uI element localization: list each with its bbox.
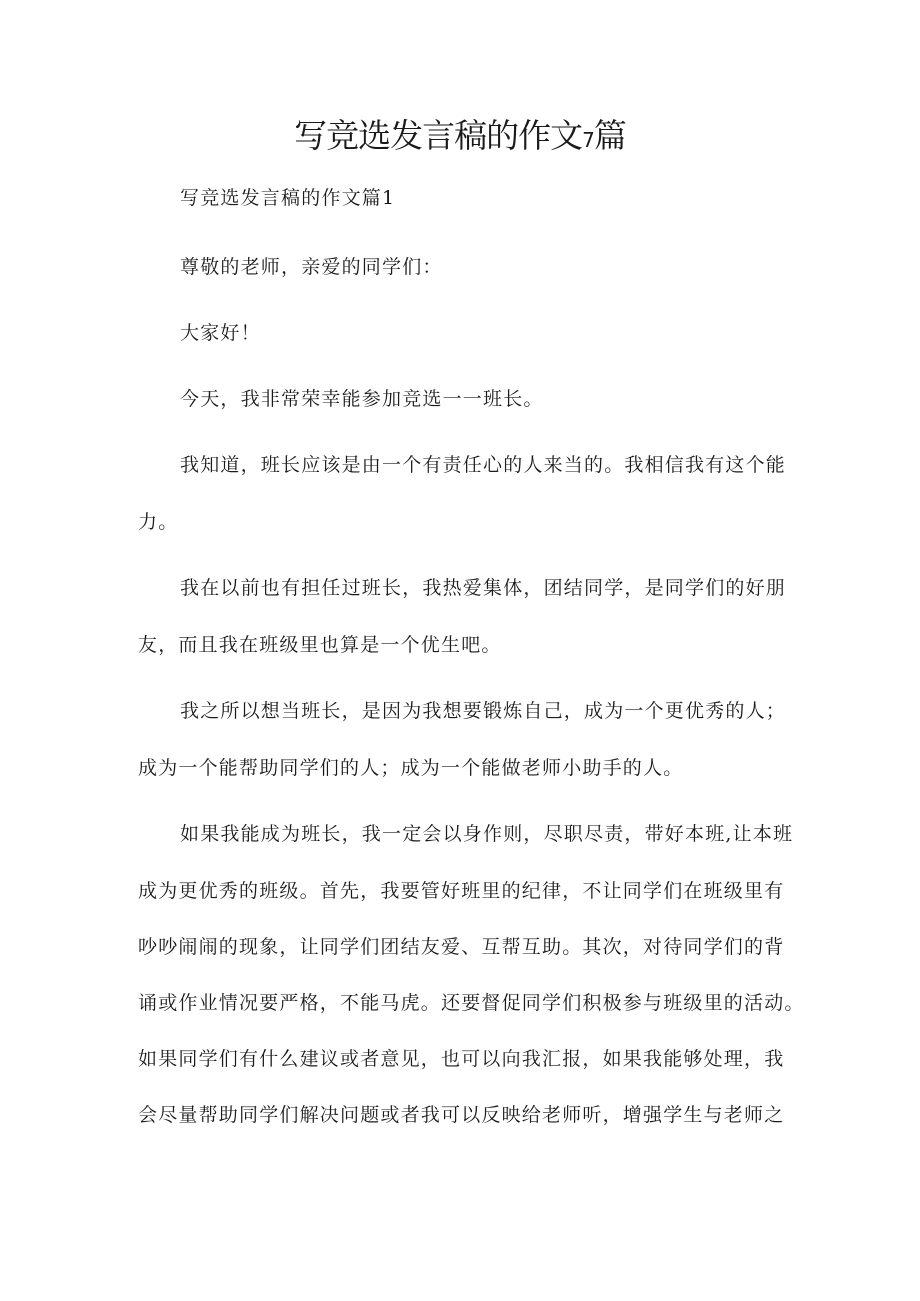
title-suffix: 篇 (593, 116, 626, 155)
paragraph-line: 成为更优秀的班级。首先，我要管好班里的纪律，不让同学们在班级里有 (138, 880, 785, 902)
greeting-line: 大家好！ (180, 322, 261, 344)
paragraph-line: 今天，我非常荣幸能参加竞选一一班长。 (180, 388, 544, 410)
paragraph-line: 如果我能成为班长，我一定会以身作则，尽职尽责，带好本班,让本班 (180, 823, 794, 845)
salutation-line: 尊敬的老师，亲爱的同学们： (180, 256, 443, 278)
paragraph-line: 我知道，班长应该是由一个有责任心的人来当的。我相信我有这个能 (180, 454, 787, 476)
title-main: 写竞选发言稿的作文 (294, 116, 583, 155)
paragraph-line: 成为一个能帮助同学们的人；成为一个能做老师小助手的人。 (138, 757, 684, 779)
paragraph-line: 我在以前也有担任过班长，我热爱集体，团结同学，是同学们的好朋 (180, 577, 787, 599)
document-title (0, 112, 920, 164)
section-heading: 写竞选发言稿的作文篇1 (180, 187, 396, 209)
paragraph-line: 吵吵闹闹的现象，让同学们团结友爱、互帮互助。其次，对待同学们的背 (138, 936, 785, 958)
title-number: 7 (582, 128, 594, 152)
paragraph-line: 会尽量帮助同学们解决问题或者我可以反映给老师听，增强学生与老师之 (138, 1104, 785, 1126)
paragraph-line: 如果同学们有什么建议或者意见，也可以向我汇报，如果我能够处理，我 (138, 1048, 785, 1070)
paragraph-line: 我之所以想当班长，是因为我想要锻炼自己，成为一个更优秀的人； (180, 700, 787, 722)
paragraph-line: 诵或作业情况要严格，不能马虎。还要督促同学们积极参与班级里的活动。 (138, 992, 805, 1014)
paragraph-line: 力。 (138, 511, 179, 533)
paragraph-line: 友，而且我在班级里也算是一个优生吧。 (138, 634, 502, 656)
